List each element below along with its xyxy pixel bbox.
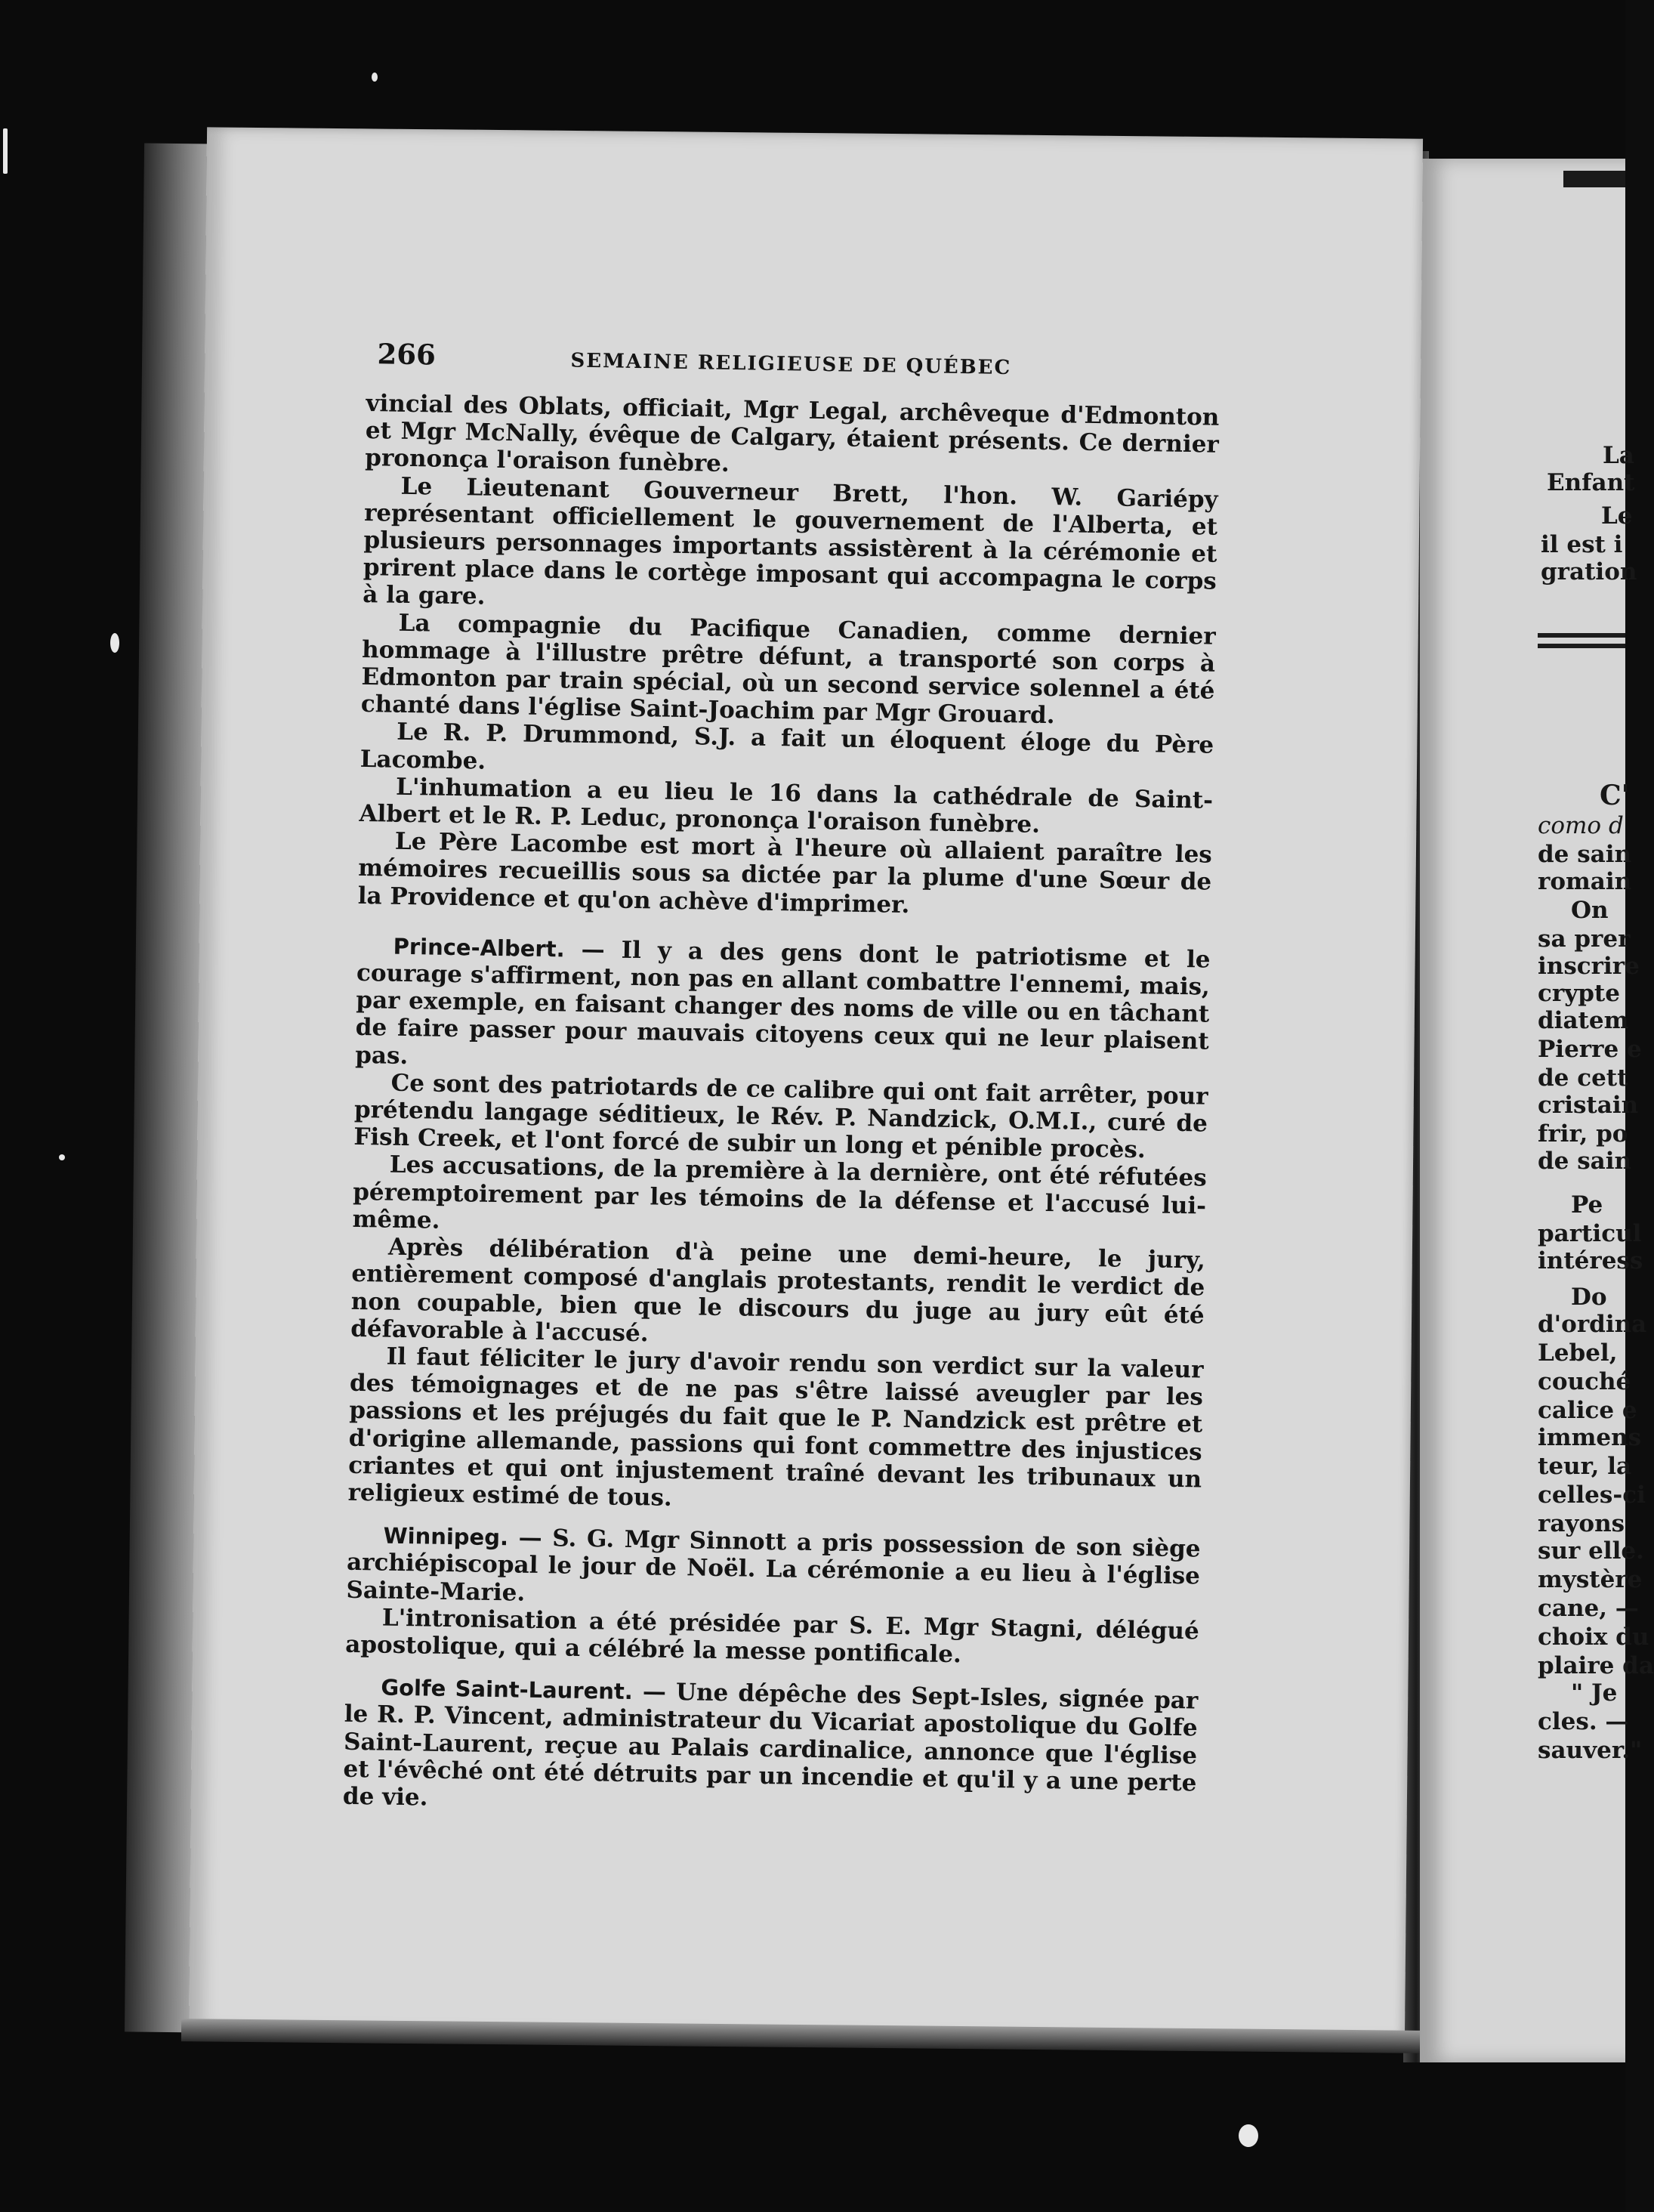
section-winnipeg-intro bbox=[346, 1522, 1201, 1617]
facing-line: C' bbox=[1600, 780, 1630, 811]
facing-line: de cett bbox=[1538, 1064, 1628, 1092]
facing-line: couché bbox=[1538, 1368, 1631, 1395]
facing-line: calice e bbox=[1538, 1397, 1637, 1424]
facing-line: rayons bbox=[1538, 1510, 1625, 1537]
section-heading: Golfe Saint-Laurent. bbox=[381, 1674, 634, 1705]
page-content bbox=[343, 337, 1220, 1824]
speck bbox=[3, 128, 8, 174]
facing-line: Lebel, bbox=[1538, 1339, 1618, 1367]
section-prince-albert-intro bbox=[355, 932, 1211, 1083]
facing-page-header-rule bbox=[1563, 171, 1625, 187]
facing-line: como d bbox=[1538, 812, 1624, 839]
facing-line: La bbox=[1603, 442, 1634, 469]
running-title: SEMAINE RELIGIEUSE DE QUÉBEC bbox=[570, 349, 1012, 380]
facing-line: sa prer bbox=[1538, 925, 1631, 953]
paragraph: Le Lieutenant Gouverneur Brett, l'hon. W. Gariépy représentant officiellement le gouvernement de l'Alberta, et plusieurs personnages importants assistèrent à la cérémonie et prirent place dans le cortège imposant qui accompagna le corps à la gare. bbox=[363, 472, 1218, 611]
speck bbox=[110, 633, 119, 653]
facing-line: frir, po bbox=[1538, 1120, 1628, 1148]
facing-line: immens bbox=[1538, 1424, 1642, 1451]
section-golfe-intro bbox=[343, 1673, 1199, 1824]
facing-page-double-rule-top bbox=[1538, 633, 1625, 638]
paragraph: La compagnie du Pacifique Canadien, comme dernier hommage à l'illustre prêtre défunt, a transporté son corps à Edmonton par train spécial, où un second service solennel a été chanté dans l'église Saint-Joachim par Mgr Grouard. bbox=[360, 609, 1216, 730]
section-text: — Une dépêche des Sept-Isles, signée par le R. P. Vincent, administrateur du Vicariat apostolique du Golfe Saint-Laurent, reçue au Palais cardinalice, annonce que l'église et l'évêché ont été détruits par un incendie et qu'il y a une perte de vie. bbox=[342, 1678, 1199, 1812]
paragraph: Il faut féliciter le jury d'avoir rendu son verdict sur la valeur des témoignages et de ne pas s'être laissé aveugler par les passions et les préjugés du fait que le P. Nandzick est prêtre et d'origine allemande, passions qui font commettre des injustices criantes et qui ont injustement traîné devant les tribunaux un religieux estimé de tous. bbox=[347, 1342, 1204, 1512]
paragraph: Le Père Lacombe est mort à l'heure où allaient paraître les mémoires recueillis sous sa dictée par la plume d'une Sœur de la Providence et qu'on achève d'imprimer. bbox=[357, 827, 1213, 919]
facing-line: sauver." bbox=[1538, 1737, 1643, 1764]
facing-line: cane, — bbox=[1538, 1595, 1639, 1622]
paragraph: L'inhumation a eu lieu le 16 dans la cathédrale de Saint-Albert et le R. P. Leduc, prononça l'oraison funèbre. bbox=[359, 773, 1214, 839]
facing-line: gration bbox=[1541, 558, 1637, 585]
facing-line: plaire da bbox=[1538, 1652, 1654, 1679]
facing-line: de sain bbox=[1538, 1148, 1632, 1175]
facing-line: mystère bbox=[1538, 1566, 1643, 1593]
paragraph: Les accusations, de la première à la dernière, ont été réfutées péremptoirement par les témoins de la défense et l'accusé lui-même. bbox=[352, 1151, 1207, 1234]
page-number: 266 bbox=[377, 337, 437, 372]
facing-line: " Je bbox=[1571, 1679, 1618, 1707]
facing-line: Enfant bbox=[1547, 469, 1635, 496]
facing-line: crypte bbox=[1538, 980, 1620, 1007]
facing-line: il est i bbox=[1541, 531, 1623, 558]
facing-line: teur, la bbox=[1538, 1453, 1632, 1480]
facing-line: Do bbox=[1571, 1284, 1607, 1311]
paragraph: Après délibération d'à peine une demi-heure, le jury, entièrement composé d'anglais protestants, rendit le verdict de non coupable, bien que le discours du juge au jury eût été défavorable à l'accusé. bbox=[350, 1233, 1206, 1348]
facing-line: de sain bbox=[1538, 841, 1632, 868]
facing-line: intéress bbox=[1538, 1247, 1643, 1274]
facing-line: diatem bbox=[1538, 1007, 1629, 1034]
section-heading: Prince-Albert. bbox=[393, 933, 565, 962]
facing-line: On bbox=[1571, 897, 1609, 924]
speck bbox=[1239, 2124, 1258, 2147]
facing-line: cristain bbox=[1538, 1092, 1639, 1119]
facing-page-double-rule-bottom bbox=[1538, 644, 1625, 648]
facing-line: choix du bbox=[1538, 1623, 1649, 1651]
paragraph: Le R. P. Drummond, S.J. a fait un éloquent éloge du Père Lacombe. bbox=[359, 718, 1214, 775]
speck bbox=[59, 1154, 65, 1160]
facing-line: inscrire bbox=[1538, 953, 1640, 980]
speck bbox=[372, 73, 378, 82]
facing-line: Pierre e bbox=[1538, 1036, 1642, 1063]
paragraph: Ce sont des patriotards de ce calibre qui ont fait arrêter, pour prétendu langage séditieux, le Rév. P. Nandzick, O.M.I., curé de Fish Creek, et l'ont forcé de subir un long et pénible procès. bbox=[353, 1069, 1208, 1164]
paragraph: L'intronisation a été présidée par S. E. Mgr Stagni, délégué apostolique, qui a célébré la messe pontificale. bbox=[345, 1604, 1200, 1669]
section-text: — Il y a des gens dont le patriotisme et le courage s'affirment, non pas en allant combattre l'ennemi, mais, par exemple, en faisant changer des noms de ville ou en tâchant de faire passer pour mauvais citoyens ceux qui ne leur plaisent pas. bbox=[354, 935, 1211, 1070]
facing-line: d'ordina bbox=[1538, 1311, 1647, 1338]
facing-line: cles. — bbox=[1538, 1708, 1629, 1735]
facing-line: Pe bbox=[1571, 1191, 1603, 1219]
facing-line: sur elle. bbox=[1538, 1537, 1644, 1565]
facing-line: particul bbox=[1538, 1220, 1642, 1247]
paragraph: vincial des Oblats, officiait, Mgr Legal, archêveque d'Edmonton et Mgr McNally, évêque de Calgary, étaient présents. Ce dernier prononça l'oraison funèbre. bbox=[365, 389, 1220, 478]
facing-line: romain bbox=[1538, 868, 1632, 895]
facing-line: Le bbox=[1601, 502, 1633, 530]
section-heading: Winnipeg. bbox=[383, 1522, 509, 1551]
facing-line: celles-ci bbox=[1538, 1481, 1646, 1509]
section-text: — S. G. Mgr Sinnott a pris possession de son siège archiépiscopal le jour de Noël. La cérémonie a eu lieu à l'église Sainte-Marie. bbox=[346, 1524, 1201, 1607]
